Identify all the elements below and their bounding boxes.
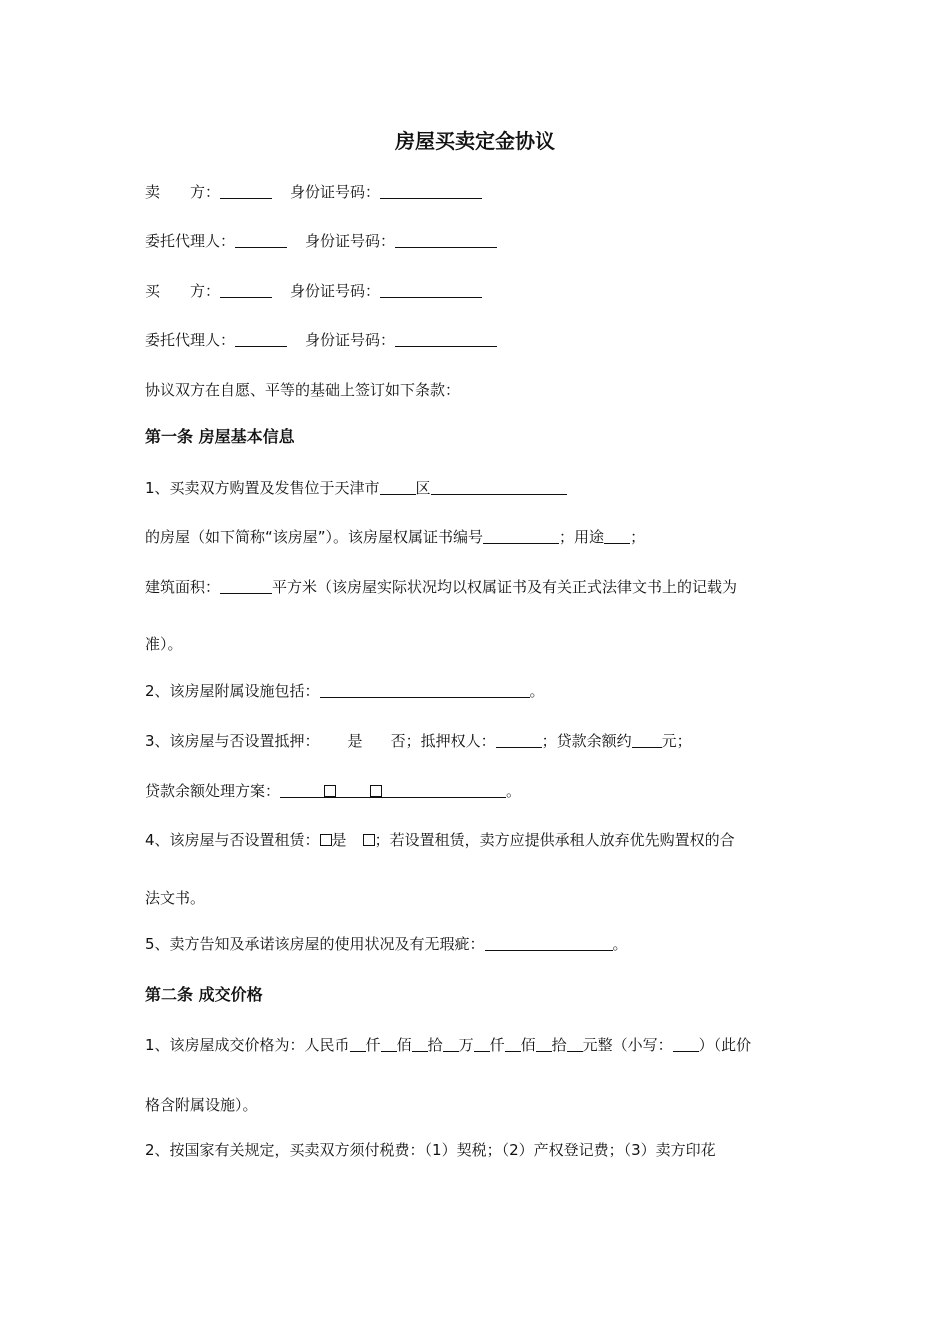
art1-clause4-line2: 法文书。 (145, 889, 206, 907)
loan-balance-blank (632, 733, 662, 748)
clause-text: ）（此价 (698, 1036, 752, 1054)
article-1-heading: 第一条 房屋基本信息 (145, 427, 295, 446)
amount-blank (381, 1037, 397, 1052)
buyer-label: 买 方： (145, 282, 221, 300)
clause-text: 。 (529, 682, 545, 700)
clause-text: 。 (506, 782, 522, 800)
clause-text: 否；抵押权人： (390, 732, 496, 750)
buyer-agent-blank (235, 332, 287, 347)
clause-text: 的房屋（如下简称“该房屋”）。该房屋权属证书编号 (145, 528, 484, 546)
amount-digits-blank (673, 1037, 699, 1052)
article-2-heading: 第二条 成交价格 (145, 985, 263, 1004)
amount-blank (567, 1037, 583, 1052)
document-title: 房屋买卖定金协议 (395, 129, 555, 153)
unit-text: 佰 (396, 1036, 412, 1054)
amount-blank (536, 1037, 552, 1052)
buyer-agent-id-label: 身份证号码： (305, 331, 396, 349)
art1-clause1-line3 (145, 577, 737, 597)
facilities-blank (320, 683, 530, 698)
clause-text: 贷款余额处理方案： (145, 782, 281, 800)
seller-id-blank (380, 184, 482, 199)
seller-label: 卖 方： (145, 183, 221, 201)
seller-agent-id-label: 身份证号码： (305, 232, 396, 250)
clause-text: 4、该房屋与否设置租赁： (145, 831, 320, 849)
seller-agent-blank (235, 233, 287, 248)
buyer-agent-id-blank (395, 332, 497, 347)
checkbox-icon[interactable] (370, 785, 382, 797)
area-blank (220, 579, 272, 594)
amount-blank (505, 1037, 521, 1052)
clause-text: 3、该房屋与否设置抵押： (145, 732, 320, 750)
clause-text: 区 (415, 479, 431, 497)
mortgagee-blank (496, 733, 542, 748)
unit-text: 佰 (520, 1036, 536, 1054)
checkbox-icon[interactable] (324, 785, 336, 797)
clause-text: 平方米（该房屋实际状况均以权属证书及有关正式法律文书上的记载为 (272, 578, 738, 596)
seller-line (145, 182, 482, 202)
lease-yes-checkbox-icon[interactable] (320, 834, 332, 846)
clause-text: 2、该房屋附属设施包括： (145, 682, 320, 700)
art1-clause3-line2 (145, 781, 521, 801)
clause-text: 5、卖方告知及承诺该房屋的使用状况及有无瑕疵： (145, 935, 485, 953)
clause-text: 。 (612, 935, 628, 953)
mortgage-yes-text: 是 (347, 732, 363, 750)
clause-text: ；若设置租赁，卖方应提供承租人放弃优先购置权的合 (374, 831, 735, 849)
clause-text: 元； (661, 732, 692, 750)
amount-blank (443, 1037, 459, 1052)
amount-blank (350, 1037, 366, 1052)
art1-clause2 (145, 681, 545, 701)
seller-id-label: 身份证号码： (290, 183, 381, 201)
clause-text: 建筑面积： (145, 578, 221, 596)
art2-clause2: 2、按国家有关规定，买卖双方须付税费：（1）契税；（2）产权登记费；（3）卖方印花 (145, 1141, 716, 1159)
buyer-line (145, 281, 482, 301)
art2-clause1-line1 (145, 1035, 751, 1055)
seller-agent-line (145, 231, 497, 251)
art1-clause1-line1 (145, 478, 567, 498)
buyer-name-blank (220, 283, 272, 298)
buyer-agent-line (145, 330, 497, 350)
art2-clause1-line2: 格含附属设施）。 (145, 1096, 258, 1114)
clause-text: 1、该房屋成交价格为：人民币 (145, 1036, 350, 1054)
clause-text: ； (630, 528, 646, 546)
clause-text: 元整（小写： (582, 1036, 673, 1054)
buyer-agent-label: 委托代理人： (145, 331, 236, 349)
art1-clause4-line1 (145, 830, 735, 850)
clause-text: ；用途 (559, 528, 605, 546)
unit-text: 拾 (551, 1036, 567, 1054)
unit-text: 万 (458, 1036, 474, 1054)
buyer-id-blank (380, 283, 482, 298)
amount-blank (474, 1037, 490, 1052)
clause-text: ；贷款余额约 (541, 732, 632, 750)
usage-blank (604, 529, 630, 544)
buyer-id-label: 身份证号码： (290, 282, 381, 300)
clause-text: 1、买卖双方购置及发售位于天津市 (145, 479, 380, 497)
loan-plan-blank (280, 783, 506, 798)
district-blank (380, 480, 416, 495)
art1-clause3-line1 (145, 731, 692, 751)
seller-agent-id-blank (395, 233, 497, 248)
amount-blank (412, 1037, 428, 1052)
certificate-number-blank (483, 529, 559, 544)
seller-agent-label: 委托代理人： (145, 232, 236, 250)
unit-text: 仟 (489, 1036, 505, 1054)
art1-clause1-line4: 准）。 (145, 635, 183, 653)
art1-clause5 (145, 934, 628, 954)
unit-text: 拾 (427, 1036, 443, 1054)
lease-no-checkbox-icon[interactable] (363, 834, 375, 846)
defects-blank (485, 936, 613, 951)
seller-name-blank (220, 184, 272, 199)
intro-text: 协议双方在自愿、平等的基础上签订如下条款： (145, 381, 461, 399)
art1-clause1-line2 (145, 527, 645, 547)
unit-text: 仟 (365, 1036, 381, 1054)
lease-yes-text: 是 (331, 831, 347, 849)
address-blank (431, 480, 567, 495)
